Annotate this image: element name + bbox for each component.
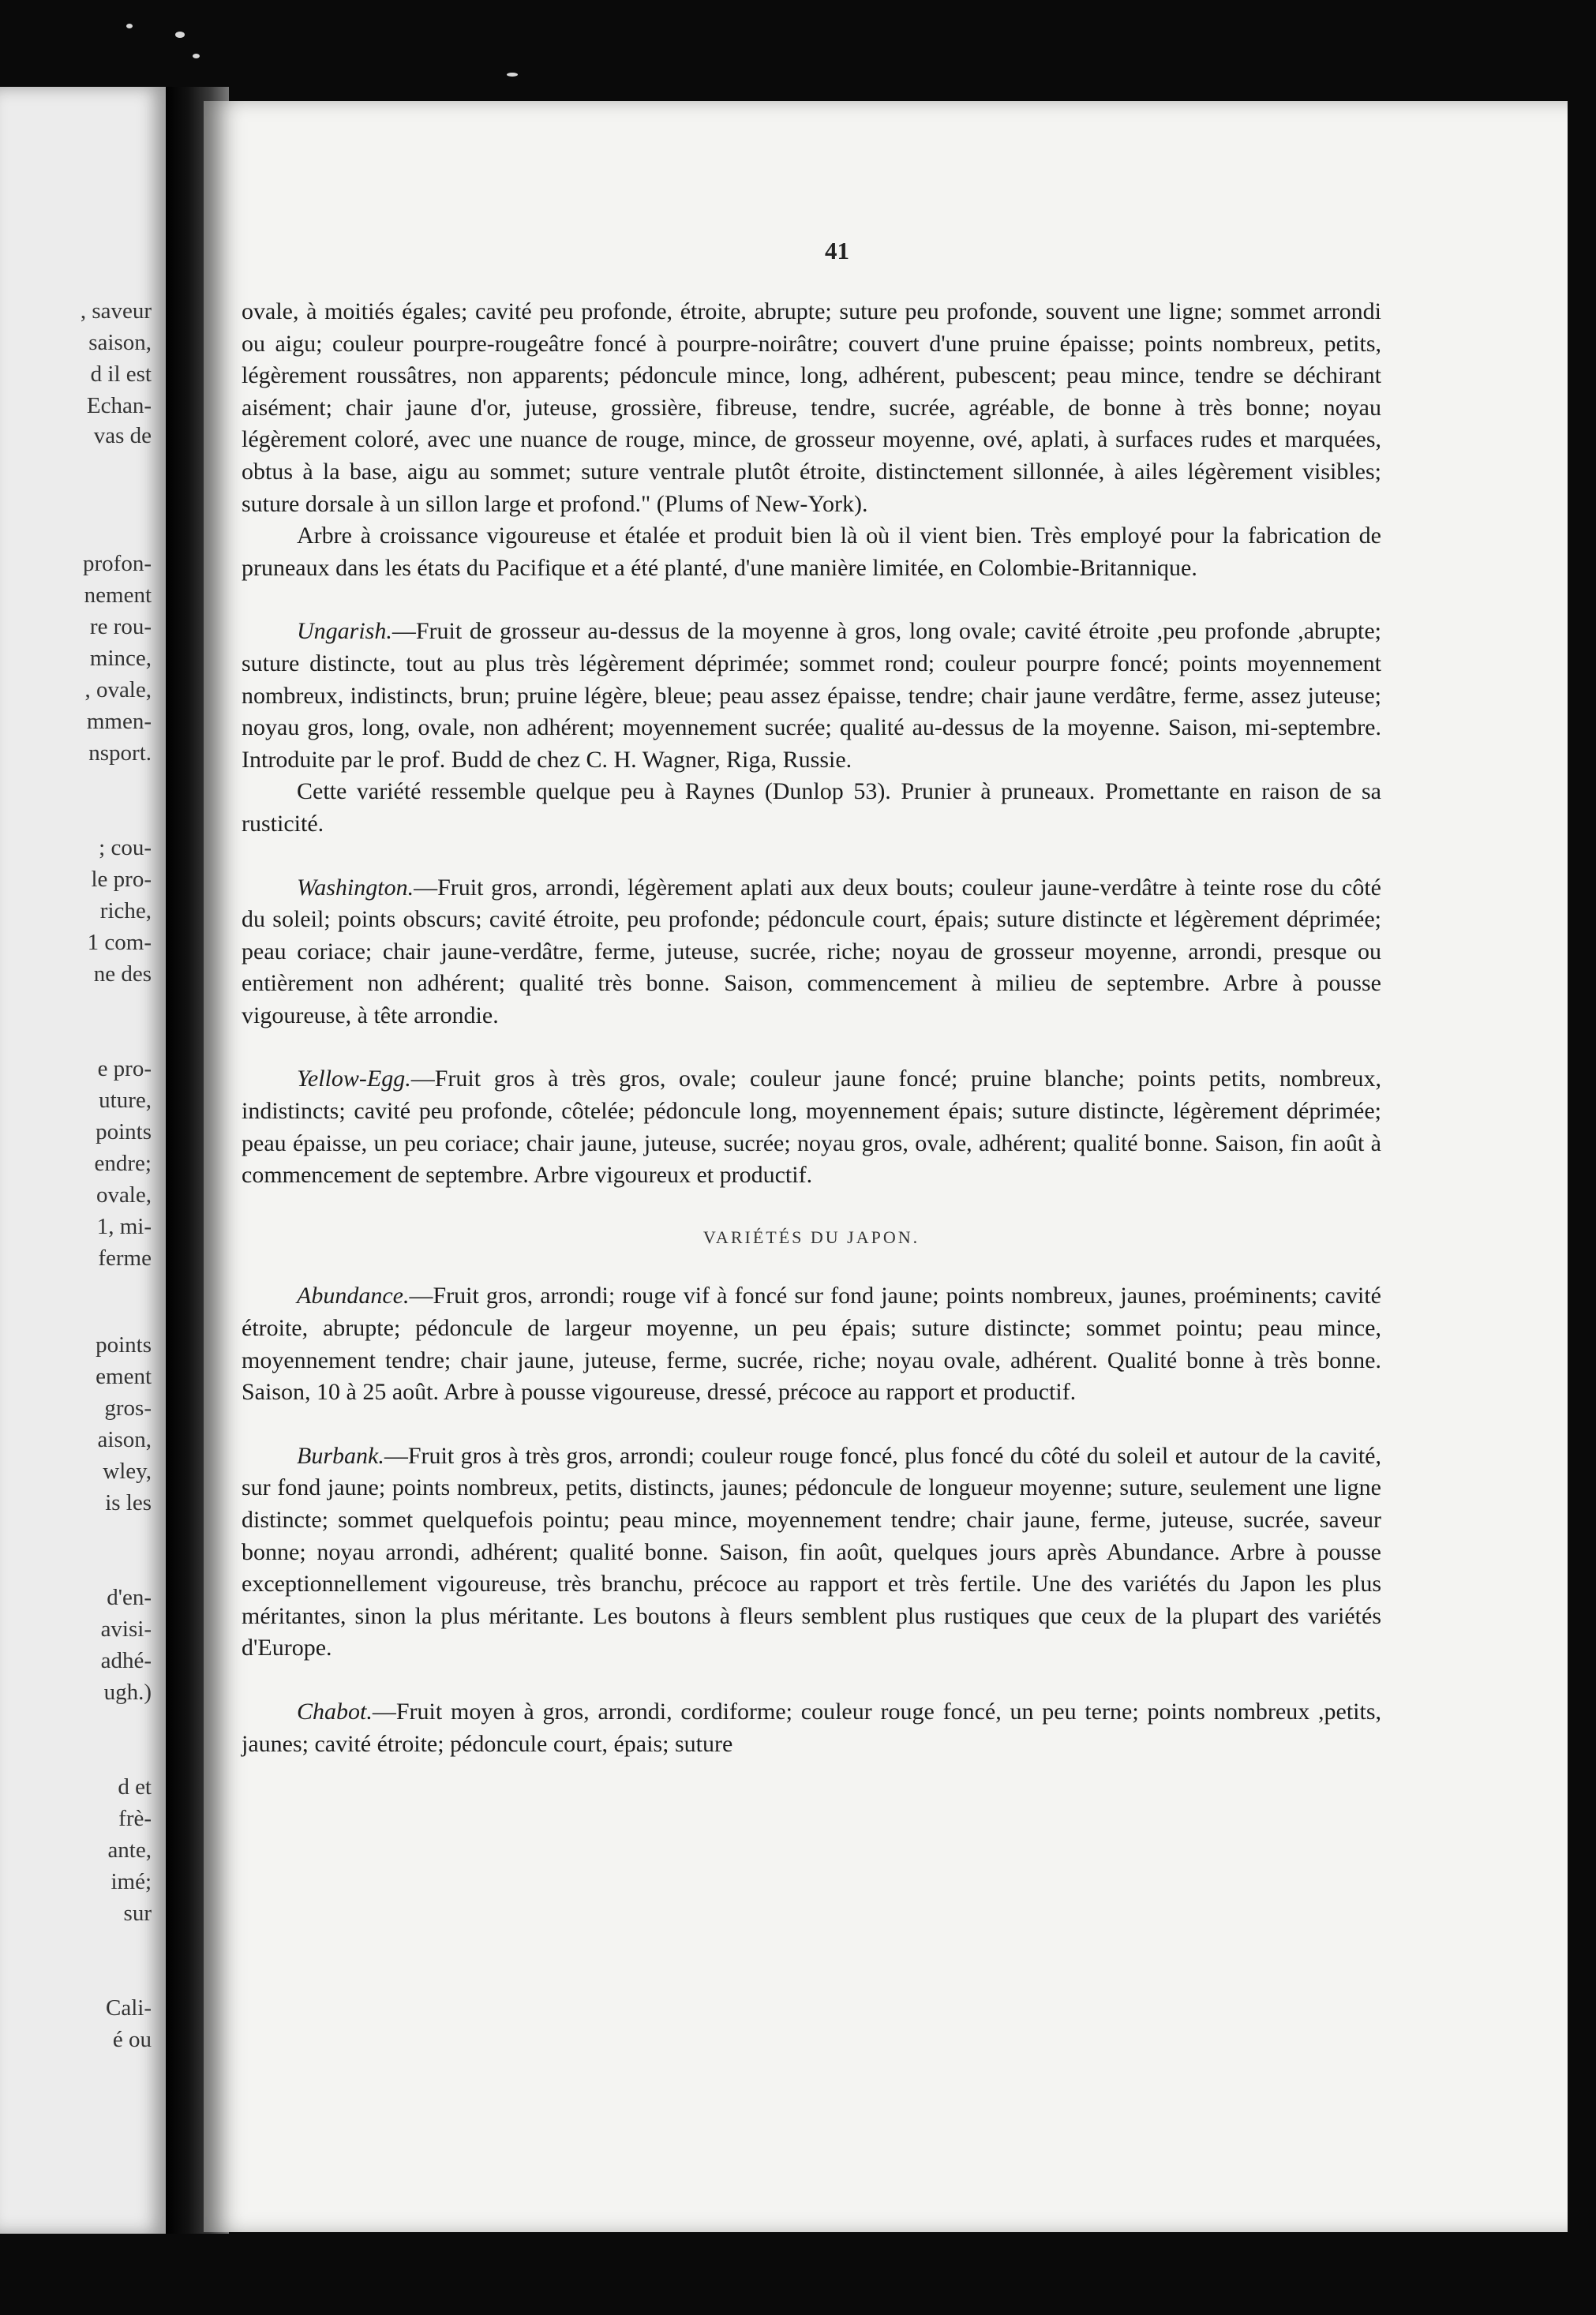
variety-entry-ungarish xyxy=(242,616,1381,776)
left-page-fragment: sur xyxy=(123,1901,152,1926)
left-page-fragment: wley, xyxy=(103,1459,152,1484)
left-page-fragment: nsport. xyxy=(88,740,152,766)
left-page-fragment: uture, xyxy=(99,1088,152,1113)
left-page-fragment: , ovale, xyxy=(84,677,152,702)
variety-entry-chabot xyxy=(242,1696,1381,1760)
left-page-fragment: mmen- xyxy=(86,709,152,734)
variety-entry-abundance xyxy=(242,1280,1381,1408)
left-page-fragment: ante, xyxy=(107,1837,152,1863)
section-heading: VARIÉTÉS DU JAPON. xyxy=(702,1227,920,1247)
variety-entry-washington xyxy=(242,872,1381,1032)
left-page-fragment: points xyxy=(96,1332,152,1358)
variety-entry-yellow-egg xyxy=(242,1063,1381,1191)
left-page-fragment: adhé- xyxy=(100,1648,152,1673)
left-page-fragment: imé; xyxy=(111,1869,152,1894)
left-page-fragment: is les xyxy=(105,1490,152,1515)
left-page-fragment: avisi- xyxy=(100,1616,152,1642)
variety-description: —Fruit de grosseur au-dessus de la moyenne à gros, long ovale; cavité étroite ,peu profonde ,abrupte; suture distincte, tout au plus très légèrement déprimée; sommet rond; couleur pourpre foncé; points moyennement nombreux, indistincts, brun; pruine légère, bleue; peau assez épaisse, tendre; chair jaune verdâtre, ferme, assez juteuse; noyau gros, long, ovale, non adhérent; moyennement sucrée; qualité au-dessus de la moyenne. Saison, mi-septembre. Introduite par le prof. Budd de chez C. H. Wagner, Riga, Russie. xyxy=(242,618,1381,773)
left-page-fragment: mince, xyxy=(89,646,152,671)
scan-speck xyxy=(507,73,518,77)
left-page-fragment: ugh.) xyxy=(103,1680,152,1705)
scan-speck xyxy=(126,24,133,28)
left-page-edge xyxy=(0,87,166,2234)
left-page-fragment: endre; xyxy=(94,1151,152,1176)
left-page-fragment: e pro- xyxy=(97,1056,152,1081)
variety-name: Yellow-Egg. xyxy=(297,1066,411,1092)
left-page-fragment: ovale, xyxy=(96,1182,152,1208)
left-page-fragment: saison, xyxy=(88,330,152,355)
left-page-fragment: profon- xyxy=(83,551,152,576)
left-page-fragment: d'en- xyxy=(107,1585,152,1610)
variety-description: —Fruit gros à très gros, ovale; couleur jaune foncé; pruine blanche; points petits, nombreux, indistincts; cavité peu profonde, côtelée; pédoncule long, moyennement épais; suture distincte, légèrement déprimée; peau épaisse, un peu coriace; chair jaune, juteuse, sucrée; noyau gros, ovale, adhérent; qualité bonne. Saison, fin août à commencement de septembre. Arbre vigoureux et productif. xyxy=(242,1066,1381,1189)
left-page-fragment: riche, xyxy=(99,898,152,923)
left-page-fragment: ; cou- xyxy=(99,835,152,860)
scan-speck xyxy=(175,32,185,38)
variety-description: —Fruit gros à très gros, arrondi; couleur rouge foncé, plus foncé du côté du soleil et autour de la cavité, sur fond jaune; points nombreux, petits, distincts, jaunes; pédoncule de longueur moyenne; suture, seulement une ligne distincte; sommet quelquefois pointu; peau mince, moyennement tendre; chair jaune, ferme, juteuse, sucrée, saveur bonne; noyau arrondi, adhérent; qualité bonne. Saison, fin août, quelques jours après Abundance. Arbre à pousse exceptionnellement vigoureuse, très branchu, précoce au rapport et très fertile. Une des variétés du Japon les plus méritantes, sinon la plus méritante. Les boutons à fleurs semblent plus rustiques que ceux de la plupart des variétés d'Europe. xyxy=(242,1442,1381,1661)
variety-entry-burbank xyxy=(242,1440,1381,1665)
left-page-fragment: d il est xyxy=(90,361,152,387)
variety-name: Chabot. xyxy=(297,1698,373,1725)
left-page-fragment: re rou- xyxy=(89,614,152,639)
left-page-fragment: ement xyxy=(96,1364,152,1389)
left-page-fragment: , saveur xyxy=(80,298,152,324)
left-page-fragment: Echan- xyxy=(86,393,152,418)
left-page-fragment: é ou xyxy=(112,2027,152,2052)
variety-note: Cette variété ressemble quelque peu à Raynes (Dunlop 53). Prunier à pruneaux. Promettante en raison de sa rusticité. xyxy=(242,778,1381,837)
left-page-fragment: nement xyxy=(84,582,152,608)
left-page-fragment: ferme xyxy=(98,1246,152,1271)
variety-name: Abundance. xyxy=(297,1283,410,1309)
left-page-fragment: aison, xyxy=(97,1427,152,1452)
variety-description: —Fruit gros, arrondi, légèrement aplati aux deux bouts; couleur jaune-verdâtre à teinte rose du côté du soleil; points obscurs; cavité étroite, peu profonde; pédoncule court, épais; suture distincte et légèrement déprimée; peau coriace; chair jaune-verdâtre, ferme, juteuse, sucrée, riche; noyau de grosseur moyenne, arrondi, presque ou entièrement non adhérent; qualité très bonne. Saison, commencement à milieu de septembre. Arbre à pousse vigoureuse, à tête arrondie. xyxy=(242,874,1381,1028)
variety-name: Burbank. xyxy=(297,1442,384,1469)
left-page-fragment: d et xyxy=(118,1774,152,1800)
scan-speck xyxy=(193,54,200,58)
left-page-fragment: frè- xyxy=(118,1806,152,1831)
continuation-note: Arbre à croissance vigoureuse et étalée et produit bien là où il vient bien. Très employé pour la fabrication de pruneaux dans les états du Pacifique et a été planté, d'une manière limitée, en Colombie-Britannique. xyxy=(242,523,1381,581)
left-page-fragment: le pro- xyxy=(91,867,152,892)
page-number: 41 xyxy=(825,237,849,264)
variety-name: Ungarish. xyxy=(297,618,392,645)
continuation-paragraph: ovale, à moitiés égales; cavité peu profonde, étroite, abrupte; suture peu profonde, souvent une ligne; sommet arrondi ou aigu; couleur pourpre-rougeâtre foncé à pourpre-noirâtre; couvert d'une pruine épaisse; points nombreux, petits, légèrement roussâtres, non apparents; pédoncule mince, long, adhérent, pubescent; peau mince, tendre se déchirant aisément; chair jaune d'or, juteuse, grossière, fibreuse, tendre, sucrée, agréable, de bonne à très bonne; noyau légèrement coloré, avec une nuance de rouge, mince, de grosseur moyenne, ové, aplati, à surfaces rudes et marquées, obtus à la base, aigu au sommet; suture ventrale plutôt étroite, distinctement sillonnée, à ailes légèrement visibles; suture dorsale à un sillon large et profond." (Plums of New-York). xyxy=(242,298,1381,517)
left-page-fragment: 1 com- xyxy=(87,930,152,955)
page-text xyxy=(242,296,1381,1760)
variety-description: —Fruit moyen à gros, arrondi, cordiforme; couleur rouge foncé, un peu terne; points nombreux ,petits, jaunes; cavité étroite; pédoncule court, épais; suture xyxy=(242,1698,1381,1757)
left-page-fragment: points xyxy=(96,1119,152,1144)
left-page-fragment: gros- xyxy=(104,1395,152,1421)
left-page-fragment: 1, mi- xyxy=(96,1214,152,1239)
left-page-fragment: ne des xyxy=(93,961,152,987)
variety-description: —Fruit gros, arrondi; rouge vif à foncé sur fond jaune; points nombreux, jaunes, proéminents; cavité étroite, abrupte; pédoncule de largeur moyenne, un peu épais; suture distincte; sommet pointu; peau mince, moyennement tendre; chair jaune, juteuse, ferme, sucrée, riche; noyau ovale, adhérent. Qualité bonne à très bonne. Saison, 10 à 25 août. Arbre à pousse vigoureuse, dressé, précoce au rapport et productif. xyxy=(242,1283,1381,1406)
left-page-fragment: vas de xyxy=(93,423,152,448)
variety-name: Washington. xyxy=(297,874,414,901)
left-page-fragment: Cali- xyxy=(106,1995,152,2021)
